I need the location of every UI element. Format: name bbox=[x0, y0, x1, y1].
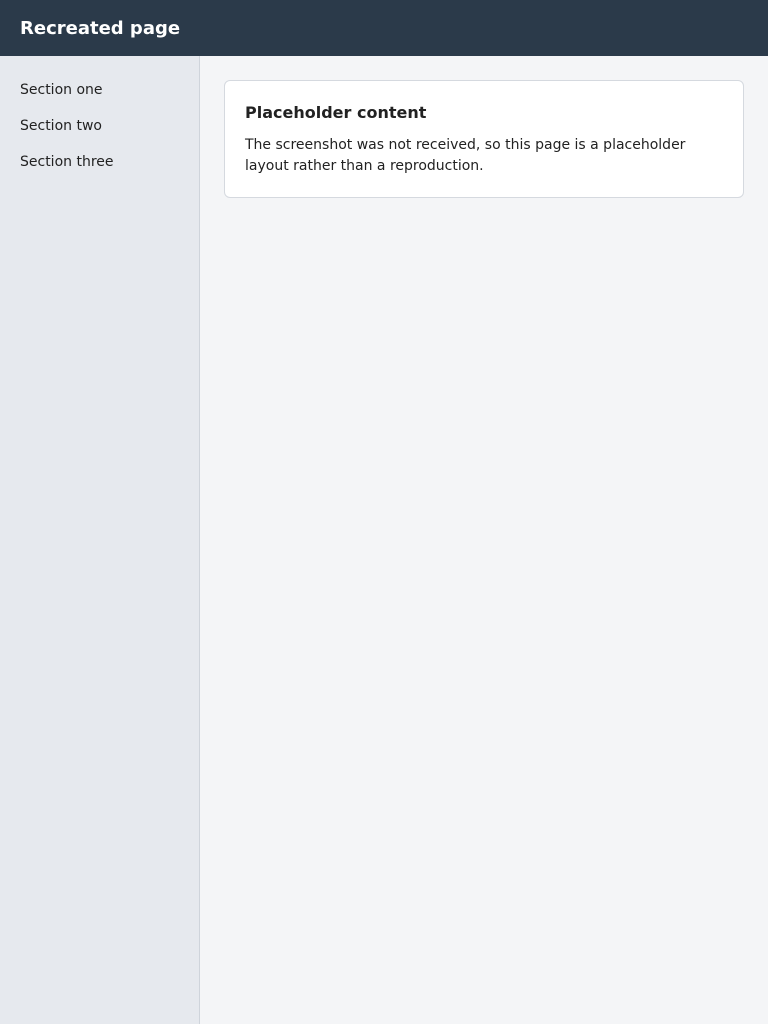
sidebar-item-three[interactable] bbox=[0, 144, 199, 180]
sidebar-item-label: Section one bbox=[20, 82, 103, 98]
main-content bbox=[200, 56, 768, 1024]
sidebar-item-label: Section three bbox=[20, 154, 114, 170]
sidebar-item-one[interactable] bbox=[0, 72, 199, 108]
sidebar bbox=[0, 56, 200, 1024]
content-panel bbox=[224, 80, 744, 198]
panel-text: The screenshot was not received, so this page is a placeholder layout rather than a reproduction. bbox=[245, 137, 686, 174]
sidebar-item-label: Section two bbox=[20, 118, 102, 134]
panel-title: Placeholder content bbox=[245, 103, 427, 122]
page-layout bbox=[0, 56, 768, 1024]
page-header bbox=[0, 0, 768, 56]
page-title: Recreated page bbox=[20, 17, 181, 39]
sidebar-item-two[interactable] bbox=[0, 108, 199, 144]
